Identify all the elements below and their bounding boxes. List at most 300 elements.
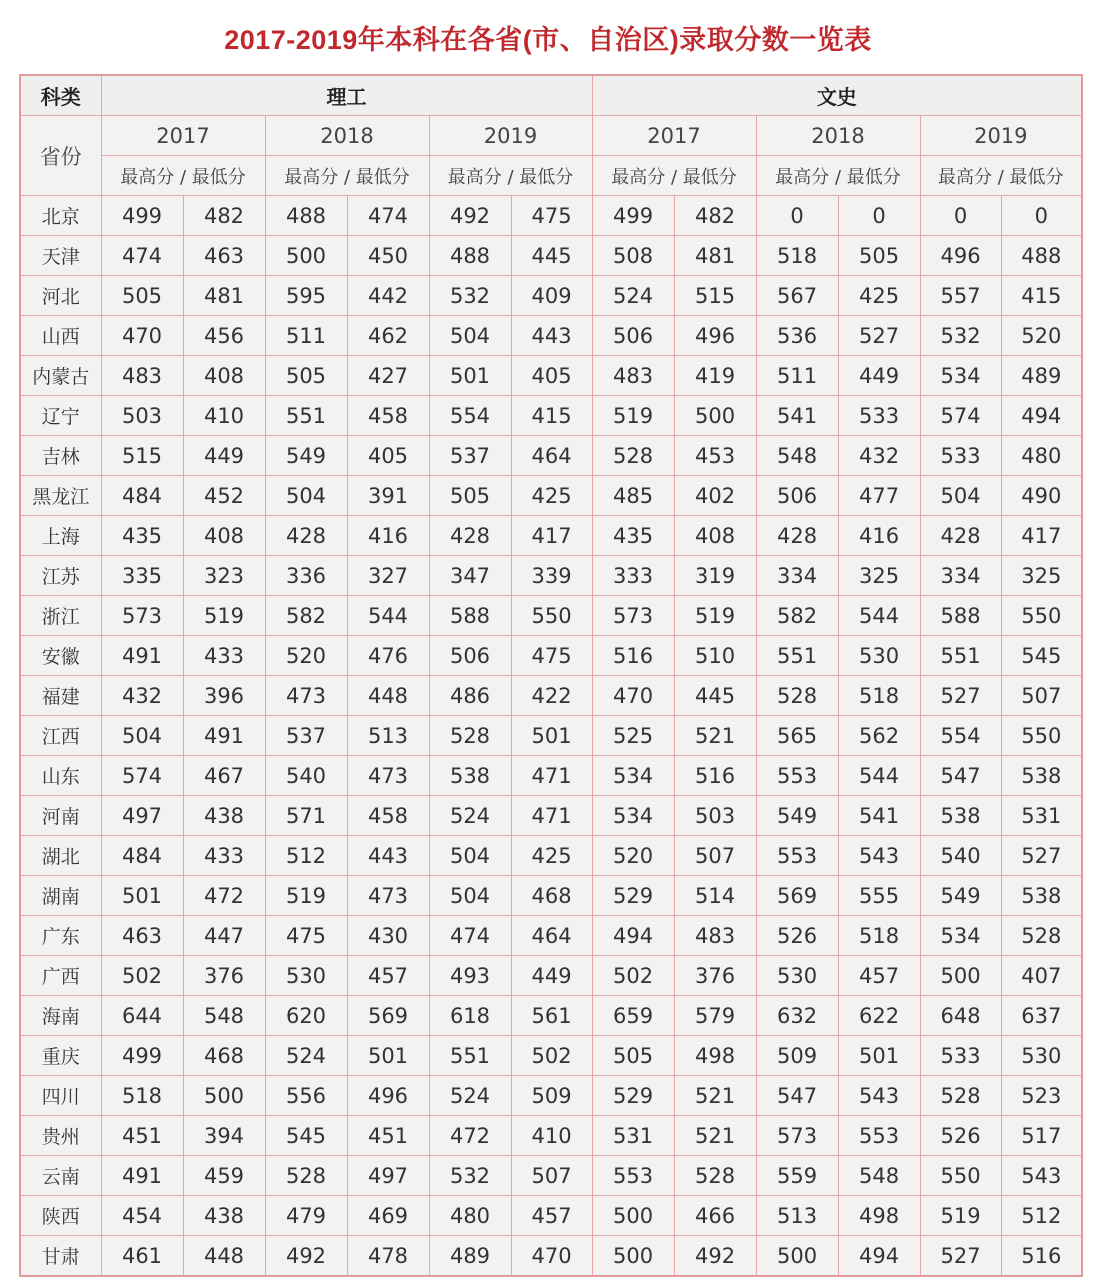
max-score-cell: 532	[429, 276, 511, 316]
min-score-cell: 548	[838, 1156, 920, 1196]
min-score-cell: 425	[511, 836, 592, 876]
max-score-cell: 559	[756, 1156, 838, 1196]
max-score-cell: 519	[920, 1196, 1001, 1236]
max-score-cell: 582	[265, 596, 347, 636]
max-score-cell: 480	[429, 1196, 511, 1236]
table-row	[20, 436, 1082, 476]
max-score-cell: 528	[265, 1156, 347, 1196]
min-score-cell: 0	[838, 196, 920, 236]
max-score-cell: 548	[756, 436, 838, 476]
min-score-cell: 469	[347, 1196, 429, 1236]
min-score-cell: 514	[674, 876, 756, 916]
max-score-cell: 499	[101, 1036, 183, 1076]
max-score-cell: 550	[920, 1156, 1001, 1196]
max-score-cell: 556	[265, 1076, 347, 1116]
max-score-cell: 554	[429, 396, 511, 436]
min-score-cell: 422	[511, 676, 592, 716]
min-score-cell: 458	[347, 796, 429, 836]
max-score-cell: 335	[101, 556, 183, 596]
min-score-cell: 458	[347, 396, 429, 436]
min-score-cell: 500	[674, 396, 756, 436]
min-score-cell: 433	[183, 836, 265, 876]
min-score-cell: 475	[511, 636, 592, 676]
min-score-cell: 453	[674, 436, 756, 476]
min-score-cell: 488	[1001, 236, 1082, 276]
max-score-cell: 520	[265, 636, 347, 676]
min-score-cell: 518	[838, 676, 920, 716]
table-row	[20, 196, 1082, 236]
max-score-cell: 501	[429, 356, 511, 396]
max-score-cell: 659	[592, 996, 674, 1036]
max-score-cell: 573	[592, 596, 674, 636]
table-row	[20, 716, 1082, 756]
max-score-cell: 475	[265, 916, 347, 956]
max-score-cell: 574	[101, 756, 183, 796]
province-cell: 内蒙古	[20, 356, 101, 396]
max-score-cell: 334	[756, 556, 838, 596]
max-score-cell: 432	[101, 676, 183, 716]
max-score-cell: 530	[756, 956, 838, 996]
max-score-cell: 540	[265, 756, 347, 796]
min-score-cell: 396	[183, 676, 265, 716]
max-score-cell: 549	[265, 436, 347, 476]
table-row	[20, 396, 1082, 436]
min-score-cell: 527	[1001, 836, 1082, 876]
max-score-cell: 504	[429, 876, 511, 916]
min-score-cell: 475	[511, 196, 592, 236]
min-score-cell: 496	[674, 316, 756, 356]
max-score-cell: 506	[429, 636, 511, 676]
province-cell: 云南	[20, 1156, 101, 1196]
max-score-cell: 505	[265, 356, 347, 396]
table-row	[20, 836, 1082, 876]
max-score-cell: 524	[265, 1036, 347, 1076]
group-header-liberal-arts: 文史	[592, 75, 1082, 116]
min-score-cell: 555	[838, 876, 920, 916]
min-score-cell: 579	[674, 996, 756, 1036]
min-score-cell: 622	[838, 996, 920, 1036]
max-score-cell: 573	[101, 596, 183, 636]
min-score-cell: 507	[1001, 676, 1082, 716]
table-row	[20, 756, 1082, 796]
min-score-cell: 405	[511, 356, 592, 396]
max-score-cell: 508	[592, 236, 674, 276]
min-score-cell: 457	[511, 1196, 592, 1236]
min-score-cell: 457	[347, 956, 429, 996]
min-score-cell: 498	[674, 1036, 756, 1076]
max-score-cell: 500	[265, 236, 347, 276]
max-score-cell: 491	[101, 1156, 183, 1196]
year-header: 2018	[265, 116, 429, 156]
header-row-minmax	[20, 156, 1082, 196]
min-score-cell: 391	[347, 476, 429, 516]
max-score-cell: 497	[101, 796, 183, 836]
table-row	[20, 876, 1082, 916]
max-score-cell: 474	[429, 916, 511, 956]
min-score-cell: 519	[183, 596, 265, 636]
table-row	[20, 1196, 1082, 1236]
max-score-cell: 428	[920, 516, 1001, 556]
table-row	[20, 516, 1082, 556]
min-score-cell: 544	[838, 756, 920, 796]
min-score-cell: 447	[183, 916, 265, 956]
table-row	[20, 916, 1082, 956]
min-score-cell: 416	[838, 516, 920, 556]
max-score-cell: 492	[429, 196, 511, 236]
max-score-cell: 470	[592, 676, 674, 716]
min-score-cell: 480	[1001, 436, 1082, 476]
province-cell: 海南	[20, 996, 101, 1036]
min-score-cell: 530	[1001, 1036, 1082, 1076]
min-score-cell: 483	[674, 916, 756, 956]
max-score-cell: 529	[592, 876, 674, 916]
min-score-cell: 410	[183, 396, 265, 436]
min-score-cell: 425	[838, 276, 920, 316]
province-label: 省份	[20, 116, 101, 196]
table-row	[20, 956, 1082, 996]
max-score-cell: 531	[592, 1116, 674, 1156]
max-score-cell: 538	[920, 796, 1001, 836]
min-score-cell: 417	[1001, 516, 1082, 556]
min-score-cell: 464	[511, 916, 592, 956]
min-score-cell: 471	[511, 796, 592, 836]
max-score-cell: 500	[756, 1236, 838, 1277]
page-title: 2017-2019年本科在各省(市、自治区)录取分数一览表	[224, 25, 872, 55]
max-score-cell: 428	[429, 516, 511, 556]
max-score-cell: 451	[101, 1116, 183, 1156]
max-score-cell: 534	[592, 796, 674, 836]
max-score-cell: 524	[592, 276, 674, 316]
min-score-cell: 518	[838, 916, 920, 956]
min-score-cell: 520	[1001, 316, 1082, 356]
min-score-cell: 408	[674, 516, 756, 556]
year-header: 2019	[920, 116, 1082, 156]
max-score-cell: 483	[592, 356, 674, 396]
max-score-cell: 493	[429, 956, 511, 996]
max-score-cell: 528	[429, 716, 511, 756]
province-cell: 湖北	[20, 836, 101, 876]
province-cell: 福建	[20, 676, 101, 716]
min-score-cell: 496	[347, 1076, 429, 1116]
max-score-cell: 499	[101, 196, 183, 236]
max-score-cell: 538	[429, 756, 511, 796]
province-cell: 黑龙江	[20, 476, 101, 516]
max-score-cell: 511	[756, 356, 838, 396]
max-score-cell: 565	[756, 716, 838, 756]
max-score-cell: 511	[265, 316, 347, 356]
max-score-cell: 473	[265, 676, 347, 716]
max-score-cell: 435	[592, 516, 674, 556]
max-score-cell: 500	[920, 956, 1001, 996]
min-score-cell: 339	[511, 556, 592, 596]
province-cell: 河北	[20, 276, 101, 316]
min-score-cell: 438	[183, 1196, 265, 1236]
province-cell: 贵州	[20, 1116, 101, 1156]
year-header: 2017	[592, 116, 756, 156]
min-score-cell: 425	[511, 476, 592, 516]
min-score-cell: 478	[347, 1236, 429, 1277]
min-score-cell: 507	[511, 1156, 592, 1196]
max-score-cell: 435	[101, 516, 183, 556]
min-score-cell: 517	[1001, 1116, 1082, 1156]
province-cell: 广东	[20, 916, 101, 956]
max-score-cell: 549	[756, 796, 838, 836]
max-score-cell: 551	[756, 636, 838, 676]
max-score-cell: 500	[592, 1196, 674, 1236]
min-score-cell: 491	[183, 716, 265, 756]
min-score-cell: 490	[1001, 476, 1082, 516]
max-score-cell: 484	[101, 476, 183, 516]
max-score-cell: 553	[756, 756, 838, 796]
min-score-cell: 528	[1001, 916, 1082, 956]
min-score-cell: 543	[838, 1076, 920, 1116]
max-score-cell: 461	[101, 1236, 183, 1277]
max-score-cell: 533	[920, 1036, 1001, 1076]
table-row	[20, 1036, 1082, 1076]
min-score-cell: 494	[838, 1236, 920, 1277]
province-cell: 湖南	[20, 876, 101, 916]
min-score-cell: 319	[674, 556, 756, 596]
max-score-cell: 582	[756, 596, 838, 636]
minmax-header: 最高分 / 最低分	[756, 156, 920, 196]
year-header: 2019	[429, 116, 592, 156]
min-score-cell: 482	[183, 196, 265, 236]
max-score-cell: 503	[101, 396, 183, 436]
max-score-cell: 504	[429, 836, 511, 876]
min-score-cell: 550	[1001, 716, 1082, 756]
min-score-cell: 476	[347, 636, 429, 676]
max-score-cell: 632	[756, 996, 838, 1036]
province-cell: 重庆	[20, 1036, 101, 1076]
min-score-cell: 394	[183, 1116, 265, 1156]
min-score-cell: 468	[183, 1036, 265, 1076]
min-score-cell: 450	[347, 236, 429, 276]
max-score-cell: 525	[592, 716, 674, 756]
max-score-cell: 513	[756, 1196, 838, 1236]
min-score-cell: 548	[183, 996, 265, 1036]
max-score-cell: 515	[101, 436, 183, 476]
max-score-cell: 588	[429, 596, 511, 636]
max-score-cell: 486	[429, 676, 511, 716]
min-score-cell: 481	[674, 236, 756, 276]
min-score-cell: 477	[838, 476, 920, 516]
min-score-cell: 419	[674, 356, 756, 396]
max-score-cell: 554	[920, 716, 1001, 756]
min-score-cell: 407	[1001, 956, 1082, 996]
province-cell: 浙江	[20, 596, 101, 636]
max-score-cell: 527	[920, 1236, 1001, 1277]
max-score-cell: 479	[265, 1196, 347, 1236]
min-score-cell: 408	[183, 356, 265, 396]
min-score-cell: 545	[1001, 636, 1082, 676]
min-score-cell: 449	[838, 356, 920, 396]
table-row	[20, 676, 1082, 716]
min-score-cell: 516	[1001, 1236, 1082, 1277]
min-score-cell: 503	[674, 796, 756, 836]
min-score-cell: 467	[183, 756, 265, 796]
table-row	[20, 996, 1082, 1036]
min-score-cell: 507	[674, 836, 756, 876]
max-score-cell: 496	[920, 236, 1001, 276]
min-score-cell: 452	[183, 476, 265, 516]
min-score-cell: 502	[511, 1036, 592, 1076]
max-score-cell: 518	[756, 236, 838, 276]
max-score-cell: 553	[756, 836, 838, 876]
province-cell: 天津	[20, 236, 101, 276]
min-score-cell: 533	[838, 396, 920, 436]
min-score-cell: 561	[511, 996, 592, 1036]
max-score-cell: 536	[756, 316, 838, 356]
max-score-cell: 0	[920, 196, 1001, 236]
province-cell: 北京	[20, 196, 101, 236]
min-score-cell: 464	[511, 436, 592, 476]
min-score-cell: 443	[347, 836, 429, 876]
max-score-cell: 500	[592, 1236, 674, 1277]
max-score-cell: 526	[756, 916, 838, 956]
min-score-cell: 415	[511, 396, 592, 436]
max-score-cell: 530	[265, 956, 347, 996]
year-header: 2017	[101, 116, 265, 156]
min-score-cell: 438	[183, 796, 265, 836]
table-row	[20, 1236, 1082, 1277]
max-score-cell: 504	[101, 716, 183, 756]
max-score-cell: 504	[429, 316, 511, 356]
table-row	[20, 1156, 1082, 1196]
min-score-cell: 505	[838, 236, 920, 276]
min-score-cell: 445	[674, 676, 756, 716]
minmax-header: 最高分 / 最低分	[592, 156, 756, 196]
min-score-cell: 325	[1001, 556, 1082, 596]
max-score-cell: 524	[429, 1076, 511, 1116]
min-score-cell: 497	[347, 1156, 429, 1196]
max-score-cell: 506	[756, 476, 838, 516]
max-score-cell: 528	[756, 676, 838, 716]
min-score-cell: 553	[838, 1116, 920, 1156]
minmax-header: 最高分 / 最低分	[101, 156, 265, 196]
max-score-cell: 0	[756, 196, 838, 236]
max-score-cell: 534	[920, 356, 1001, 396]
min-score-cell: 415	[1001, 276, 1082, 316]
min-score-cell: 531	[1001, 796, 1082, 836]
max-score-cell: 501	[101, 876, 183, 916]
table-row	[20, 1116, 1082, 1156]
max-score-cell: 463	[101, 916, 183, 956]
min-score-cell: 544	[838, 596, 920, 636]
max-score-cell: 644	[101, 996, 183, 1036]
min-score-cell: 501	[347, 1036, 429, 1076]
province-cell: 山东	[20, 756, 101, 796]
table-row	[20, 316, 1082, 356]
max-score-cell: 505	[101, 276, 183, 316]
table-row	[20, 236, 1082, 276]
min-score-cell: 457	[838, 956, 920, 996]
min-score-cell: 417	[511, 516, 592, 556]
max-score-cell: 528	[920, 1076, 1001, 1116]
max-score-cell: 526	[920, 1116, 1001, 1156]
province-cell: 上海	[20, 516, 101, 556]
min-score-cell: 433	[183, 636, 265, 676]
min-score-cell: 459	[183, 1156, 265, 1196]
min-score-cell: 510	[674, 636, 756, 676]
min-score-cell: 376	[674, 956, 756, 996]
max-score-cell: 534	[920, 916, 1001, 956]
max-score-cell: 483	[101, 356, 183, 396]
min-score-cell: 410	[511, 1116, 592, 1156]
min-score-cell: 402	[674, 476, 756, 516]
max-score-cell: 505	[429, 476, 511, 516]
province-cell: 四川	[20, 1076, 101, 1116]
max-score-cell: 484	[101, 836, 183, 876]
table-row	[20, 596, 1082, 636]
min-score-cell: 456	[183, 316, 265, 356]
min-score-cell: 473	[347, 756, 429, 796]
max-score-cell: 519	[265, 876, 347, 916]
min-score-cell: 0	[1001, 196, 1082, 236]
min-score-cell: 489	[1001, 356, 1082, 396]
min-score-cell: 323	[183, 556, 265, 596]
max-score-cell: 567	[756, 276, 838, 316]
province-cell: 江苏	[20, 556, 101, 596]
max-score-cell: 428	[265, 516, 347, 556]
max-score-cell: 502	[592, 956, 674, 996]
min-score-cell: 405	[347, 436, 429, 476]
province-cell: 吉林	[20, 436, 101, 476]
min-score-cell: 501	[838, 1036, 920, 1076]
max-score-cell: 506	[592, 316, 674, 356]
max-score-cell: 474	[101, 236, 183, 276]
min-score-cell: 468	[511, 876, 592, 916]
max-score-cell: 551	[920, 636, 1001, 676]
min-score-cell: 492	[674, 1236, 756, 1277]
minmax-header: 最高分 / 最低分	[920, 156, 1082, 196]
min-score-cell: 521	[674, 1116, 756, 1156]
max-score-cell: 488	[429, 236, 511, 276]
table-row	[20, 636, 1082, 676]
max-score-cell: 524	[429, 796, 511, 836]
max-score-cell: 571	[265, 796, 347, 836]
min-score-cell: 515	[674, 276, 756, 316]
max-score-cell: 545	[265, 1116, 347, 1156]
min-score-cell: 500	[183, 1076, 265, 1116]
min-score-cell: 427	[347, 356, 429, 396]
max-score-cell: 519	[592, 396, 674, 436]
max-score-cell: 502	[101, 956, 183, 996]
max-score-cell: 428	[756, 516, 838, 556]
max-score-cell: 489	[429, 1236, 511, 1277]
max-score-cell: 588	[920, 596, 1001, 636]
max-score-cell: 569	[756, 876, 838, 916]
max-score-cell: 532	[920, 316, 1001, 356]
min-score-cell: 550	[511, 596, 592, 636]
min-score-cell: 523	[1001, 1076, 1082, 1116]
province-cell: 陕西	[20, 1196, 101, 1236]
max-score-cell: 532	[429, 1156, 511, 1196]
max-score-cell: 540	[920, 836, 1001, 876]
min-score-cell: 512	[1001, 1196, 1082, 1236]
max-score-cell: 574	[920, 396, 1001, 436]
table-row	[20, 1076, 1082, 1116]
min-score-cell: 463	[183, 236, 265, 276]
header-row-category	[20, 75, 1082, 116]
min-score-cell: 430	[347, 916, 429, 956]
max-score-cell: 334	[920, 556, 1001, 596]
group-header-science: 理工	[101, 75, 592, 116]
min-score-cell: 543	[838, 836, 920, 876]
min-score-cell: 472	[183, 876, 265, 916]
province-cell: 山西	[20, 316, 101, 356]
min-score-cell: 541	[838, 796, 920, 836]
table-row	[20, 356, 1082, 396]
